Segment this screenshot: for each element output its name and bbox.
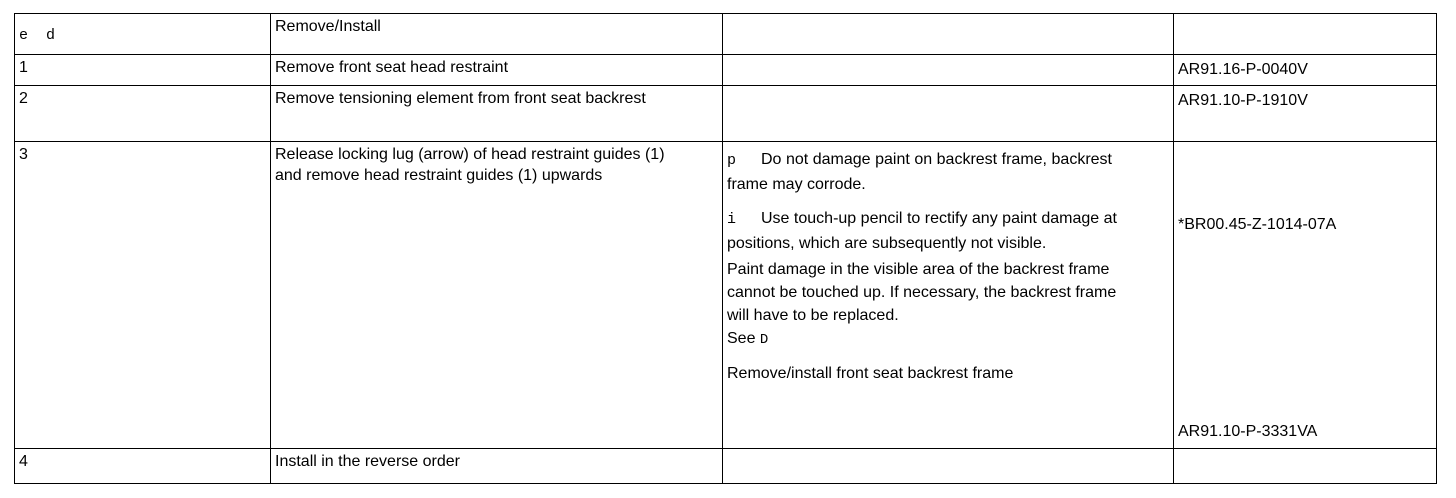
- step-action: Install in the reverse order: [271, 449, 723, 484]
- paint-damage-note: Paint damage in the visible area of the backrest frame cannot be touched up. If necessary, the backrest frame will have to be replaced.: [727, 261, 1117, 324]
- table-row: [15, 86, 1437, 142]
- touch-up-info-note: [727, 207, 1117, 256]
- header-reference-cell: [1174, 14, 1437, 55]
- step-action: [271, 86, 723, 142]
- step-reference-link[interactable]: AR91.10-P-3331VA: [1178, 423, 1318, 440]
- step-action-text: Remove tensioning element from front seat backrest: [275, 90, 646, 107]
- header-step-cell: [15, 14, 271, 55]
- table-row: [15, 142, 1437, 449]
- step-number: 3: [15, 142, 271, 449]
- see-also-line: [727, 327, 1170, 352]
- step-reference-link[interactable]: *BR00.45-Z-1014-07A: [1178, 216, 1337, 233]
- touch-up-info-text: Use touch-up pencil to rectify any paint damage at positions, which are subsequently not visible.: [727, 210, 1117, 252]
- procedure-table: [14, 13, 1437, 484]
- caution-icon: p: [727, 152, 737, 169]
- paint-caution-text: Do not damage paint on backrest frame, backrest frame may corrode.: [727, 151, 1112, 193]
- paint-caution-note: [727, 148, 1112, 197]
- step-action-text: Release locking lug (arrow) of head restraint guides (1) and remove head restraint guides (1) upwards: [275, 146, 665, 184]
- backrest-frame-link[interactable]: Remove/install front seat backrest frame: [727, 365, 1014, 382]
- step-notes: [723, 142, 1174, 449]
- step-notes: [723, 449, 1174, 484]
- document-icon: D: [759, 332, 769, 348]
- step-action: [271, 142, 723, 449]
- step-action: Remove front seat head restraint: [271, 55, 723, 86]
- step-notes: [723, 86, 1174, 142]
- table-header-row: [15, 14, 1437, 55]
- step-number: 1: [15, 55, 271, 86]
- step-reference-link[interactable]: AR91.10-P-1910V: [1174, 86, 1437, 142]
- header-step-symbols: e d: [19, 27, 56, 44]
- step-reference-cell: [1174, 142, 1437, 449]
- step-reference-link[interactable]: AR91.16-P-0040V: [1174, 55, 1437, 86]
- header-action-cell: Remove/Install: [271, 14, 723, 55]
- info-icon: i: [727, 211, 737, 228]
- step-notes: [723, 55, 1174, 86]
- see-label: See: [727, 330, 756, 347]
- step-number: 4: [15, 449, 271, 484]
- table-row: [15, 449, 1437, 484]
- procedure-table-container: [14, 13, 1436, 484]
- step-number: 2: [15, 86, 271, 142]
- step-reference-link[interactable]: [1174, 449, 1437, 484]
- header-notes-cell: [723, 14, 1174, 55]
- table-row: [15, 55, 1437, 86]
